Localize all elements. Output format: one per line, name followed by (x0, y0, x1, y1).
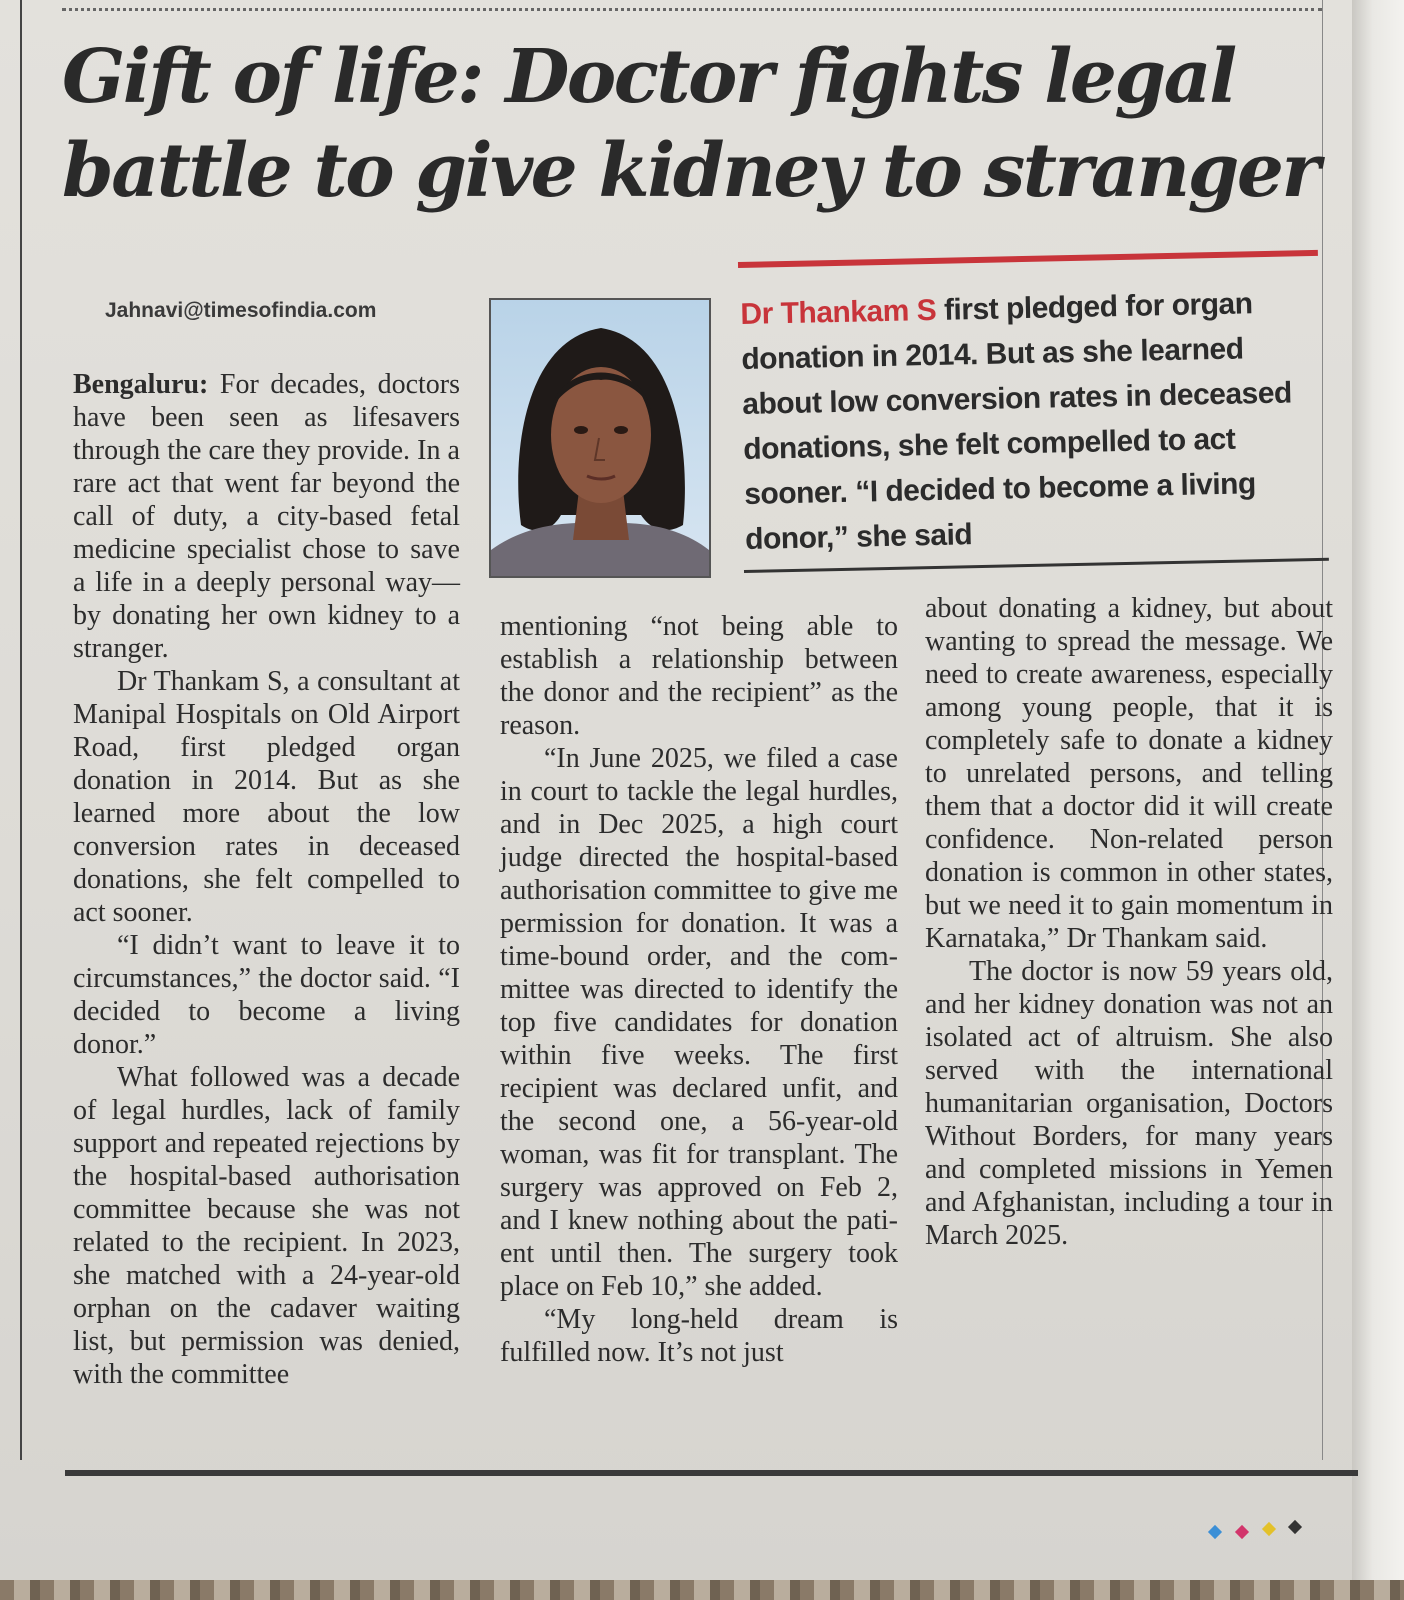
top-dotted-rule (62, 8, 1322, 11)
article-column-2 (500, 610, 898, 1369)
headline: Gift of life: Doctor fights legal battle to give kidney to stranger (62, 34, 1318, 214)
article-column-3 (925, 592, 1333, 1252)
paragraph: “My long-held dream is fulfilled now. It’s not just (500, 1304, 898, 1368)
left-margin-rule (20, 0, 22, 1460)
pullquote (740, 280, 1321, 562)
paragraph: Dr Thankam S, a consultant at Manipal Hospitals on Old Airport Road, first pledged organ donation in 2014. But as she learned more about the low conversion rates in deceased donations, she felt compelled to act sooner. (73, 666, 460, 928)
pullquote-name: Dr Thankam S (740, 293, 937, 331)
portrait-photo (489, 298, 711, 578)
dateline: Bengaluru: (73, 369, 209, 400)
paragraph: Bengaluru: For decades, doctors have been seen as lifesavers through the care they provide. In a rare act that went far beyond the call of duty, a city-based fetal medicine specialist chose to save a life in a deeply personal way—by donating her own kidney to a stranger. (73, 369, 460, 664)
paragraph: mentioning “not being able to establish a relationship between the donor and the recipient” as the reason. (500, 611, 898, 741)
paragraph: What followed was a decade of legal hurdles, lack of family support and repeated rejections by the hospital-based authorisation committee because she was not related to the recipient. In 2023, she matched with a 24-year-old orphan on the cadaver waiting list, but permission was denied, with the committee (73, 1062, 460, 1390)
article-column-1 (73, 368, 460, 1391)
paragraph: “In June 2025, we filed a case in court to tackle the legal hurdles, and in Dec 2025, a high court judge directed the hospital-based authorisation committee to give me permission for donation. It was a time-bound order, and the committee was directed to identify the top five candidates for donation within five weeks. The first recipient was declared unfit, and the second one, a 56-year-old woman, was fit for transplant. The surgery was approved on Feb 2, and I knew nothing about the patient until then. The surgery took place on Feb 10,” she added. (500, 743, 898, 1302)
paragraph: about donating a kidney, but about wanting to spread the message. We need to create awareness, especially among young people, that it is completely safe to donate a kidney to unrelated persons, and telling them that a doctor did it will create confidence. Non-related person donation is common in other states, but we need it to gain momentum in Karnataka,” Dr Thankam said. (925, 593, 1333, 954)
paragraph: The doctor is now 59 years old, and her kidney donation was not an isolated act of altruism. She also served with the international humanitarian organisation, Doctors Without Borders, for many years and completed missions in Yemen and Afghanistan, including a tour in March 2025. (925, 956, 1333, 1251)
page-edge (1352, 0, 1404, 1600)
byline: Jahnavi@timesofindia.com (105, 299, 377, 322)
bottom-rule (65, 1470, 1358, 1476)
paragraph: “I didn’t want to leave it to circumstances,” the doctor said. “I decided to become a living donor.” (73, 930, 460, 1060)
next-page-strip (0, 1580, 1404, 1600)
pullquote-text: first pledged for organ donation in 2014. But as she learned about low conversion rates in deceased donations, she felt compelled to act sooner. “I decided to become a living donor,” she said (741, 287, 1293, 556)
